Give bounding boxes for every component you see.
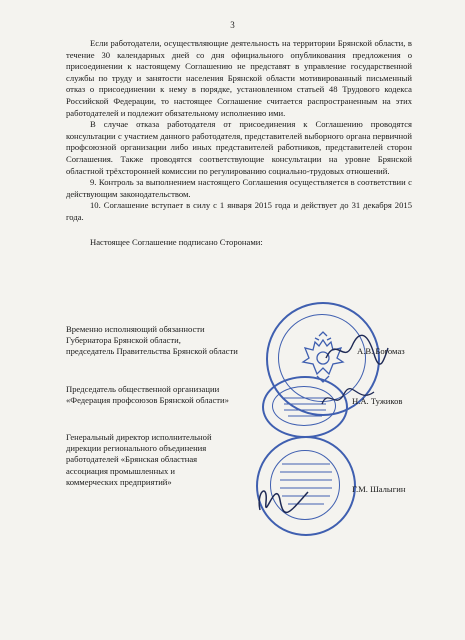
signatory-3-name: Г.М. Шалыгин <box>352 484 406 494</box>
signatory-3-position: Генеральный директор исполнительной дирекции регионального объединения работодателей «Брянская областная ассоциация промышленных и коммерческих предприятий» <box>66 432 212 487</box>
paragraph-4: 10. Соглашение вступает в силу с 1 января 2015 года и действует до 31 декабря 2015 года. <box>66 200 412 222</box>
signatory-2-name: Н.А. Тужиков <box>352 396 403 406</box>
signatory-1-position: Временно исполняющий обязанности Губернатора Брянской области, председатель Правительства Брянской области <box>66 324 238 357</box>
signature-3 <box>254 472 314 518</box>
signatory-1-name: А.В. Богомаз <box>357 346 405 356</box>
agreement-body <box>66 38 412 248</box>
paragraph-1: Если работодатели, осуществляющие деятельность на территории Брянской области, в течение 30 календарных дней со дня официального опубликования предложения о присоединении к настоящему Соглашению не представят в управление государственной службы по труду и занятости населения Брянской области мотивированный письменный отказ о присоединении к нему в порядке, установленном статьей 48 Трудового кодекса Российской Федерации, то настоящее Соглашение считается распространенным на этих работодателей и подлежит обязательному исполнению ими. <box>66 38 412 118</box>
signatory-2-position: Председатель общественной организации «Федерация профсоюзов Брянской области» <box>66 384 229 406</box>
signed-intro: Настоящее Соглашение подписано Сторонами: <box>90 236 263 247</box>
paragraph-2: В случае отказа работодателя от присоединения к Соглашению проводятся консультации с участием данного работодателя, представителей выборного органа первичной профсоюзной организации либо иных представителей работников, представителей сторон Соглашения. Также проводятся соответствующие консультации на уровне Брянской областной трёхсторонней комиссии по регулированию социально-трудовых отношений. <box>66 119 412 176</box>
page-number: 3 <box>230 20 235 30</box>
paragraph-3: 9. Контроль за выполнением настоящего Соглашения осуществляется в соответствии с действующим законодательством. <box>66 177 412 199</box>
